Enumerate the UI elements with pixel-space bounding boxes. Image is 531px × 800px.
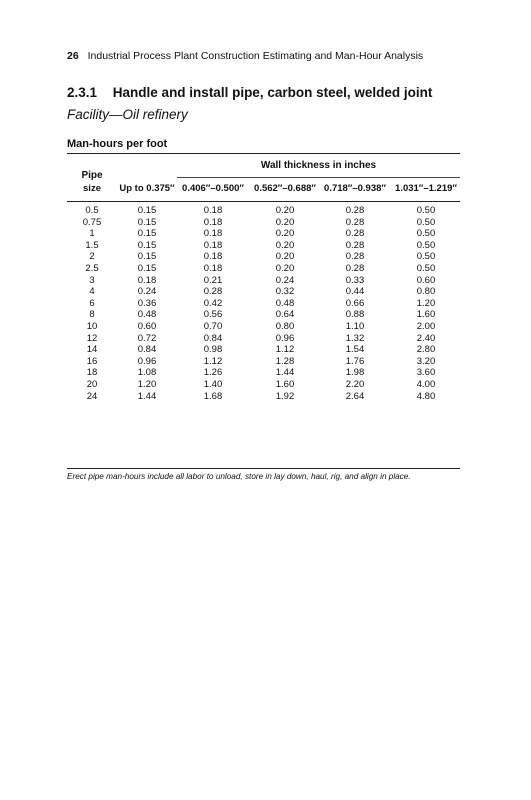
pipe-label: Pipe: [81, 170, 103, 181]
man-hours-cell: 0.15: [137, 216, 157, 228]
running-head: [67, 50, 423, 62]
section-title: Handle and install pipe, carbon steel, welded joint: [112, 85, 433, 100]
man-hours-cell: 0.48: [137, 309, 157, 321]
man-hours-cell: 0.96: [137, 355, 157, 367]
man-hours-cell: 1.12: [203, 355, 223, 367]
pipe-size-cell: 12: [86, 332, 98, 344]
man-hours-cell: 0.50: [416, 263, 436, 274]
pipe-size-cell: 1: [89, 228, 95, 240]
table-row: [0, 344, 531, 356]
table-row: [0, 309, 531, 321]
man-hours-cell: 0.88: [345, 309, 365, 321]
man-hours-cell: 0.20: [275, 239, 295, 251]
man-hours-cell: 1.76: [345, 355, 365, 367]
man-hours-cell: 0.20: [275, 216, 295, 228]
man-hours-cell: 2.20: [345, 379, 365, 390]
man-hours-cell: 0.18: [203, 228, 223, 240]
man-hours-cell: 2.00: [416, 321, 436, 332]
man-hours-cell: 0.42: [203, 297, 223, 309]
man-hours-cell: 3.20: [416, 355, 436, 367]
man-hours-cell: 1.40: [203, 379, 223, 390]
table-row: [0, 228, 531, 240]
pipe-size-cell: 24: [86, 390, 98, 402]
table-bottom-rule: [67, 468, 460, 469]
column-header-5: 1.031″–1.219″: [395, 183, 457, 194]
pipe-size-cell: 2.5: [85, 263, 99, 274]
man-hours-cell: 1.10: [345, 321, 365, 332]
pipe-size-cell: 20: [86, 379, 98, 390]
pipe-size-cell: 18: [86, 367, 98, 379]
section-number: 2.3.1: [67, 85, 98, 100]
table-row: [0, 379, 531, 391]
man-hours-cell: 0.18: [203, 205, 223, 216]
header-bottom-rule: [67, 201, 460, 202]
man-hours-cell: 0.44: [345, 286, 365, 298]
man-hours-cell: 0.18: [203, 239, 223, 251]
man-hours-cell: 0.24: [275, 274, 295, 286]
man-hours-cell: 0.28: [345, 251, 365, 263]
man-hours-cell: 0.84: [203, 332, 223, 344]
man-hours-cell: 0.50: [416, 216, 436, 228]
pipe-size-cell: 4: [89, 286, 95, 298]
man-hours-cell: 1.60: [416, 309, 436, 321]
pipe-size-cell: 14: [86, 344, 98, 356]
man-hours-cell: 0.50: [416, 251, 436, 263]
man-hours-cell: 0.70: [203, 321, 223, 332]
man-hours-cell: 0.20: [275, 251, 295, 263]
man-hours-cell: 0.28: [345, 216, 365, 228]
pipe-size-cell: 3: [89, 274, 95, 286]
man-hours-cell: 0.64: [275, 309, 295, 321]
man-hours-cell: 1.60: [275, 379, 295, 390]
man-hours-cell: 0.28: [345, 263, 365, 274]
man-hours-cell: 0.20: [275, 263, 295, 274]
facility-subtitle: Facility—Oil refinery: [67, 107, 188, 122]
pipe-size-cell: 1.5: [85, 239, 99, 251]
book-title: Industrial Process Plant Construction Estimating and Man-Hour Analysis: [87, 50, 424, 62]
table-row: [0, 333, 531, 345]
table-row: [0, 367, 531, 379]
man-hours-cell: 0.18: [137, 274, 157, 286]
column-header-size: size: [83, 183, 101, 194]
group-header: Wall thickness in inches: [260, 160, 377, 171]
table-row: [0, 321, 531, 333]
man-hours-cell: 0.48: [275, 297, 295, 309]
man-hours-cell: 3.60: [416, 367, 436, 379]
man-hours-cell: 1.08: [137, 367, 157, 379]
man-hours-cell: 0.60: [416, 274, 436, 286]
man-hours-cell: 0.60: [137, 321, 157, 332]
man-hours-cell: 0.20: [275, 205, 295, 216]
pipe-size-cell: 16: [86, 355, 98, 367]
table-row: [0, 263, 531, 275]
table-top-rule: [67, 153, 460, 154]
man-hours-cell: 0.50: [416, 228, 436, 240]
man-hours-cell: 0.15: [137, 228, 157, 240]
man-hours-cell: 4.80: [416, 390, 436, 402]
man-hours-cell: 1.68: [203, 390, 223, 402]
pipe-size-cell: 8: [89, 309, 95, 321]
man-hours-cell: 0.36: [137, 297, 157, 309]
table-footnote: Erect pipe man-hours include all labor to unload, store in lay down, haul, rig, and align in place.: [67, 472, 411, 481]
man-hours-cell: 1.44: [275, 367, 295, 379]
man-hours-cell: 0.15: [137, 263, 157, 274]
man-hours-cell: 0.21: [203, 274, 223, 286]
man-hours-cell: 0.80: [416, 286, 436, 298]
column-header-4: 0.718″–0.938″: [324, 183, 386, 194]
man-hours-cell: 1.92: [275, 390, 295, 402]
man-hours-cell: 0.28: [345, 205, 365, 216]
table-row: [0, 205, 531, 217]
man-hours-cell: 2.80: [416, 344, 436, 356]
table-row: [0, 240, 531, 252]
man-hours-cell: 0.84: [137, 344, 157, 356]
man-hours-cell: 1.32: [345, 332, 365, 344]
man-hours-cell: 1.20: [137, 379, 157, 390]
table-row: [0, 298, 531, 310]
table-row: [0, 251, 531, 263]
man-hours-cell: 0.24: [137, 286, 157, 298]
man-hours-cell: 0.33: [345, 274, 365, 286]
man-hours-cell: 1.28: [275, 355, 295, 367]
units-label: Man-hours per foot: [67, 138, 168, 150]
man-hours-cell: 0.96: [275, 332, 295, 344]
man-hours-cell: 0.20: [275, 228, 295, 240]
group-header-rule: [177, 177, 460, 178]
man-hours-cell: 0.18: [203, 263, 223, 274]
man-hours-cell: 1.26: [203, 367, 223, 379]
man-hours-cell: 0.80: [275, 321, 295, 332]
table-row: [0, 275, 531, 287]
man-hours-cell: 0.15: [137, 239, 157, 251]
man-hours-cell: 0.15: [137, 251, 157, 263]
man-hours-cell: 0.28: [345, 228, 365, 240]
man-hours-cell: 0.18: [203, 216, 223, 228]
table-row: [0, 217, 531, 229]
column-header-3: 0.562″–0.688″: [254, 183, 316, 194]
pipe-size-cell: 2: [89, 251, 95, 263]
pipe-size-cell: 6: [89, 297, 95, 309]
man-hours-cell: 0.50: [416, 205, 436, 216]
table-row: [0, 391, 531, 403]
table-row: [0, 356, 531, 368]
man-hours-cell: 0.72: [137, 332, 157, 344]
man-hours-cell: 0.98: [203, 344, 223, 356]
man-hours-cell: 0.28: [345, 239, 365, 251]
man-hours-cell: 0.56: [203, 309, 223, 321]
pipe-size-cell: 0.75: [82, 216, 102, 228]
section-heading: [67, 85, 432, 100]
table-row: [0, 286, 531, 298]
man-hours-cell: 1.54: [345, 344, 365, 356]
man-hours-cell: 2.40: [416, 332, 436, 344]
man-hours-cell: 0.66: [345, 297, 365, 309]
man-hours-cell: 1.44: [137, 390, 157, 402]
man-hours-cell: 4.00: [416, 379, 436, 390]
man-hours-cell: 1.98: [345, 367, 365, 379]
man-hours-cell: 0.15: [137, 205, 157, 216]
pipe-size-cell: 0.5: [85, 205, 99, 216]
man-hours-cell: 2.64: [345, 390, 365, 402]
man-hours-cell: 0.18: [203, 251, 223, 263]
column-header-1: Up to 0.375″: [119, 183, 175, 194]
page-number: 26: [67, 50, 79, 62]
pipe-size-cell: 10: [86, 321, 98, 332]
man-hours-cell: 1.20: [416, 297, 436, 309]
man-hours-cell: 1.12: [275, 344, 295, 356]
man-hours-cell: 0.28: [203, 286, 223, 298]
man-hours-cell: 0.50: [416, 239, 436, 251]
man-hours-cell: 0.32: [275, 286, 295, 298]
column-header-2: 0.406″–0.500″: [182, 183, 244, 194]
